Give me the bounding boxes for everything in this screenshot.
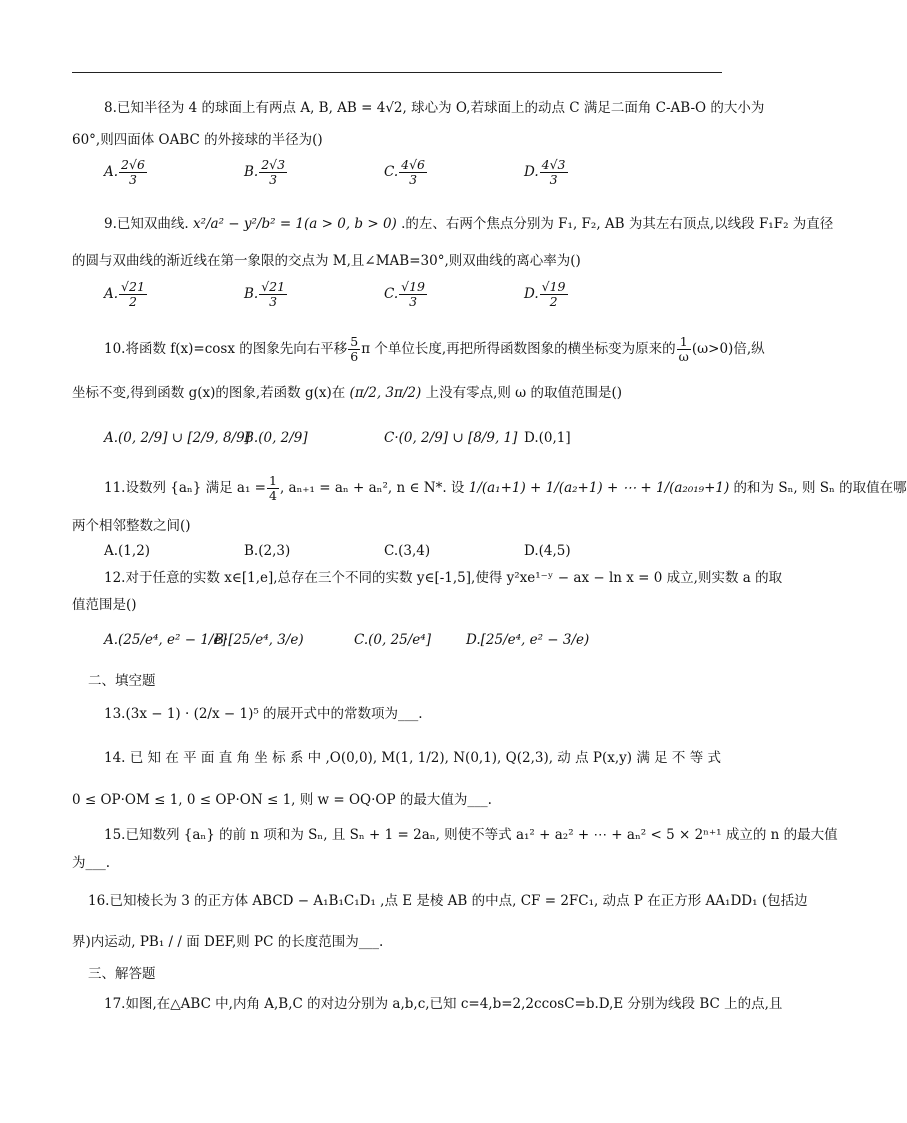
q11-line1 — [104, 474, 907, 503]
q14-line1: 14. 已 知 在 平 面 直 角 坐 标 系 中 ,O(0,0), M(1, 1/2), N(0,1), Q(2,3), 动 点 P(x,y) 满 足 不 等 式 — [104, 750, 721, 766]
q11-option-b[interactable]: B.(2,3) — [244, 543, 291, 559]
q12-line1: 12.对于任意的实数 x∈[1,e],总存在三个不同的实数 y∈[-1,5],使得 y²xe¹⁻ʸ − ax − ln x = 0 成立,则实数 a 的取 — [104, 570, 783, 586]
q8-option-a[interactable]: A. $\frac{2√6}{3}$ — [104, 157, 145, 187]
q15-line1: 15.已知数列 {aₙ} 的前 n 项和为 Sₙ, 且 Sₙ + 1 = 2aₙ, 则使不等式 a₁² + a₂² + ⋯ + aₙ² < 5 × 2ⁿ⁺¹ 成立的 n 的最大值 — [104, 827, 838, 843]
q12-option-b[interactable]: B·[25/e⁴, 3/e) — [214, 632, 304, 648]
q10-text-c: (ω>0)倍,纵 — [691, 341, 765, 357]
q9-equation: x²/a² − y²/b² = 1(a > 0, b > 0) — [192, 216, 397, 232]
q10-line2 — [72, 383, 622, 403]
q11-option-a[interactable]: A.(1,2) — [104, 543, 151, 559]
q10-option-c[interactable]: C·(0, 2/9] ∪ [8/9, 1] — [384, 430, 518, 446]
q11-sum: 1/(a₁+1) + 1/(a₂+1) + ⋯ + 1/(a₂₀₁₉+1) — [468, 480, 730, 496]
q10-option-a[interactable]: A.(0, 2/9] ∪ [2/9, 8/9] — [104, 430, 250, 446]
q11-a1-fraction: $\frac{1}{4}$ — [268, 473, 277, 503]
q9-option-d[interactable]: D. $\frac{√19}{2}$ — [524, 279, 566, 309]
q16-line1: 16.已知棱长为 3 的正方体 ABCD − A₁B₁C₁D₁ ,点 E 是棱 AB 的中点, CF = 2FC₁, 动点 P 在正方形 AA₁DD₁ (包括边 — [88, 893, 808, 909]
q9-mid: .的左、右两个焦点分别为 F₁, F₂, AB 为其左右顶点,以线段 F₁F₂ 为直径 — [401, 216, 834, 232]
q10-text-a: 10.将函数 f(x)=cosx 的图象先向右平移 — [104, 341, 348, 357]
q10-line1 — [104, 335, 765, 364]
section-solution-heading: 三、解答题 — [88, 966, 156, 982]
q16-line2: 界)内运动, PB₁ / / 面 DEF,则 PC 的长度范围为___. — [72, 934, 384, 950]
q10-text-d: 坐标不变,得到函数 g(x)的图象,若函数 g(x)在 — [72, 385, 346, 401]
q11-text-c: 的和为 Sₙ, 则 Sₙ 的取值在哪 — [733, 480, 907, 496]
q8-option-d[interactable]: D. $\frac{4√3}{3}$ — [524, 157, 566, 187]
q12-option-d[interactable]: D.[25/e⁴, e² − 3/e) — [466, 632, 590, 648]
q10-text-e: 上没有零点,则 ω 的取值范围是() — [425, 385, 622, 401]
q11-option-c[interactable]: C.(3,4) — [384, 543, 431, 559]
q8-option-c[interactable]: C. $\frac{4√6}{3}$ — [384, 157, 426, 187]
q9-option-b[interactable]: B. $\frac{√21}{3}$ — [244, 279, 286, 309]
q12-line2: 值范围是() — [72, 597, 137, 613]
q11-option-d[interactable]: D.(4,5) — [524, 543, 571, 559]
q10-text-b: π 个单位长度,再把所得函数图象的横坐标变为原来的 — [361, 341, 676, 357]
q10-shift-fraction: $\frac{5}{6}$ — [350, 334, 359, 364]
section-fill-in-heading: 二、填空题 — [88, 673, 156, 689]
q11-text-a: 11.设数列 {aₙ} 满足 a₁ = — [104, 480, 266, 496]
q12-option-c[interactable]: C.(0, 25/e⁴] — [354, 632, 431, 648]
q10-scale-fraction: $\frac{1}{\omega}$ — [678, 334, 689, 364]
q9-line2: 的圆与双曲线的渐近线在第一象限的交点为 M,且∠MAB=30°,则双曲线的离心率为() — [72, 253, 581, 269]
q9-prefix: 9.已知双曲线. — [104, 216, 189, 232]
q13-line: 13.(3x − 1) · (2/x − 1)⁵ 的展开式中的常数项为___. — [104, 706, 423, 722]
q10-option-b[interactable]: B.(0, 2/9] — [244, 430, 308, 446]
q11-line2: 两个相邻整数之间() — [72, 518, 191, 534]
q14-line2: 0 ≤ OP·OM ≤ 1, 0 ≤ OP·ON ≤ 1, 则 w = OQ·OP 的最大值为___. — [72, 792, 492, 808]
header-rule — [72, 72, 722, 73]
q9-option-a[interactable]: A. $\frac{√21}{2}$ — [104, 279, 145, 309]
q8-line1: 8.已知半径为 4 的球面上有两点 A, B, AB = 4√2, 球心为 O,若球面上的动点 C 满足二面角 C-AB-O 的大小为 — [104, 100, 765, 116]
q11-text-b: , aₙ₊₁ = aₙ + aₙ², n ∈ N*. 设 — [279, 480, 465, 496]
q8-option-b[interactable]: B. $\frac{2√3}{3}$ — [244, 157, 286, 187]
q12-option-a[interactable]: A.(25/e⁴, e² − 1/e] — [104, 632, 227, 648]
q9-option-c[interactable]: C. $\frac{√19}{3}$ — [384, 279, 426, 309]
q8-line2: 60°,则四面体 OABC 的外接球的半径为() — [72, 132, 323, 148]
q9-line1 — [104, 214, 833, 234]
q10-interval: (π/2, 3π/2) — [349, 385, 422, 401]
q10-option-d[interactable]: D.(0,1] — [524, 430, 571, 446]
q15-line2: 为___. — [72, 855, 111, 871]
q17-line1: 17.如图,在△ABC 中,内角 A,B,C 的对边分别为 a,b,c,已知 c=4,b=2,2ccosC=b.D,E 分别为线段 BC 上的点,且 — [104, 996, 783, 1012]
